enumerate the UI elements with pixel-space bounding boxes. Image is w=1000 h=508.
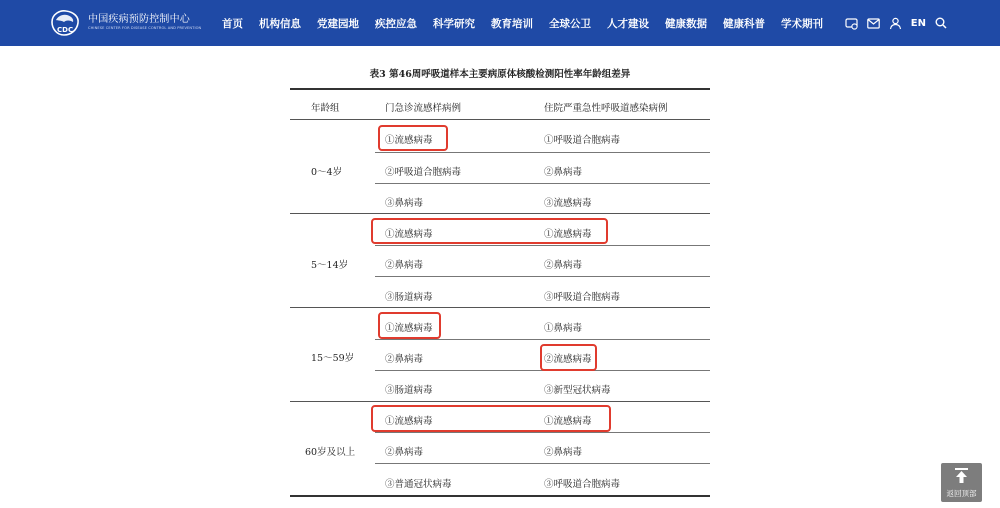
row-divider [375,339,710,340]
highlight-box [371,405,611,432]
accessibility-icon[interactable] [845,16,859,30]
nav-party-building[interactable]: 党建园地 [317,17,359,30]
age-group-label: 5～14岁 [311,260,349,271]
age-group-label: 15～59岁 [311,353,355,364]
main-nav [222,0,839,46]
row-divider [375,245,710,246]
table-cell: ①流感病毒 [385,135,433,146]
table-cell: ②呼吸道合胞病毒 [385,167,462,178]
group-rule [290,213,710,214]
language-switch[interactable]: EN [910,17,926,29]
row-divider [375,463,710,464]
site-header [0,0,1000,46]
nav-emergency[interactable]: 疾控应急 [375,17,417,30]
row-divider [375,432,710,433]
logo-title: 中国疾病预防控制中心 [88,14,190,25]
nav-global-health[interactable]: 全球公卫 [549,17,591,30]
logo-subtitle: CHINESE CENTER FOR DISEASE CONTROL AND PREVENTION [88,26,202,30]
age-group-label: 0～4岁 [311,167,343,178]
table-cell: ②鼻病毒 [544,167,583,178]
table-cell: ③呼吸道合胞病毒 [544,292,621,303]
group-rule [290,307,710,308]
table-cell: ②鼻病毒 [544,447,583,458]
highlight-box [378,312,441,339]
header-inpatient: 住院严重急性呼吸道感染病例 [544,103,668,114]
table-cell: ③呼吸道合胞病毒 [544,479,621,490]
table-cell: ②鼻病毒 [385,354,424,365]
nav-journals[interactable]: 学术期刊 [781,17,823,30]
header-rule [290,119,710,120]
nav-home[interactable]: 首页 [222,17,243,30]
group-rule [290,401,710,402]
table-cell: ③流感病毒 [544,198,592,209]
table-cell: ③肠道病毒 [385,292,433,303]
table-cell: ①鼻病毒 [544,323,583,334]
nav-institution[interactable]: 机构信息 [259,17,301,30]
search-icon[interactable] [934,16,948,30]
header-age-group: 年龄组 [311,103,340,114]
table-cell: ②流感病毒 [544,354,592,365]
table-cell: ①流感病毒 [385,323,433,334]
table-cell: ③鼻病毒 [385,198,424,209]
back-to-top-button[interactable] [941,463,982,502]
nav-talent[interactable]: 人才建设 [607,17,649,30]
table-cell: ③新型冠状病毒 [544,385,611,396]
table-cell: ②鼻病毒 [385,260,424,271]
cdc-logo-icon [48,8,82,38]
table-cell: ③肠道病毒 [385,385,433,396]
table-cell: ③普通冠状病毒 [385,479,452,490]
row-divider [375,276,710,277]
table-cell: ②鼻病毒 [544,260,583,271]
table-title: 表3 第46周呼吸道样本主要病原体核酸检测阳性率年龄组差异 [369,69,631,80]
table-cell: ②鼻病毒 [385,447,424,458]
user-icon[interactable] [889,16,903,30]
table-cell: ①流感病毒 [544,416,592,427]
table-bottom-rule [290,495,710,497]
table-cell: ①流感病毒 [385,416,433,427]
nav-research[interactable]: 科学研究 [433,17,475,30]
table-cell: ①流感病毒 [544,229,592,240]
table-cell: ①呼吸道合胞病毒 [544,135,621,146]
table-cell: ①流感病毒 [385,229,433,240]
nav-education[interactable]: 教育培训 [491,17,533,30]
age-group-label: 60岁及以上 [305,447,356,458]
svg-text:CDC: CDC [57,26,74,34]
nav-health-data[interactable]: 健康数据 [665,17,707,30]
arrow-up-icon [954,467,969,484]
row-divider [375,183,710,184]
cdc-logo[interactable] [48,6,202,40]
highlight-box [371,218,608,244]
table-top-rule [290,88,710,90]
mail-icon[interactable] [867,16,881,30]
highlight-box [540,344,597,371]
row-divider [375,152,710,153]
back-to-top-label: 返回顶部 [946,489,977,498]
header-outpatient: 门急诊流感样病例 [385,103,462,114]
highlight-box [378,125,448,151]
header-tools [837,0,948,46]
nav-health-science[interactable]: 健康科普 [723,17,765,30]
